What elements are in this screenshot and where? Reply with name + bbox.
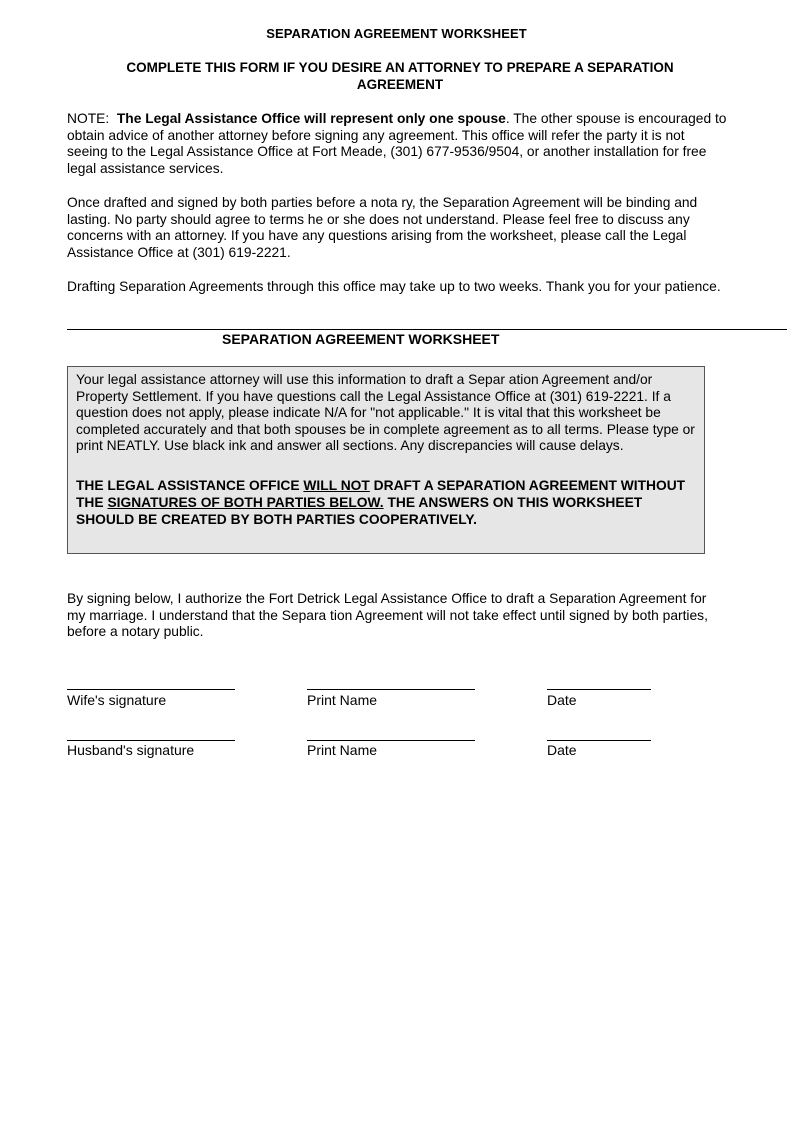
note-bold-text: The Legal Assistance Office will represent only one spouse	[116, 111, 506, 126]
husband-date-label: Date	[547, 742, 577, 758]
husband-date-line[interactable]	[547, 740, 651, 741]
wife-date-line[interactable]	[547, 689, 651, 690]
husband-signature-line[interactable]	[67, 740, 235, 741]
warning-part-3: THE ANSWERS ON THIS WORKSHEET SHOULD BE CREATED BY BOTH PARTIES COOPERATIVELY.	[76, 494, 643, 527]
drafting-paragraph: Drafting Separation Agreements through this office may take up to two weeks. Thank you for your patience.	[67, 279, 721, 294]
page-title: SEPARATION AGREEMENT WORKSHEET	[266, 26, 527, 41]
husband-print-name-label: Print Name	[307, 742, 378, 758]
warning-signatures: SIGNATURES OF BOTH PARTIES BELOW.	[107, 494, 384, 510]
warning-part-2: DRAFT A SEPARATION AGREEMENT WITHOUT THE	[76, 477, 686, 510]
wife-date-label: Date	[547, 692, 577, 708]
instructions-box	[67, 366, 705, 554]
instructions-text: Your legal assistance attorney will use this information to draft a Separ ation Agreement and/or Property Settlement. If you have questions call the Legal Assistance Office at (301) 619-2221. If a question does not apply, please indicate N/A for "not applicable." It is vital that this worksheet be completed accurately and that both spouses be in complete agreement as to all terms. Please type or print NEATLY. Use black ink and answer all sections. Any discrepancies will cause delays.	[76, 372, 695, 454]
husband-print-name-line[interactable]	[307, 740, 475, 741]
section-divider	[67, 329, 787, 330]
authorization-paragraph: By signing below, I authorize the Fort Detrick Legal Assistance Office to draft a Separation Agreement for my marriage. I understand that the Separa tion Agreement will not take effect until signed by both parties, before a notary public.	[67, 591, 708, 640]
warning-will-not: WILL NOT	[303, 477, 370, 493]
wife-print-name-line[interactable]	[307, 689, 475, 690]
binding-paragraph: Once drafted and signed by both parties before a nota ry, the Separation Agreement will be binding and lasting. No party should agree to terms he or she does not understand. Please feel free to discuss any concerns with an attorney. If you have any questions arising from the worksheet, please call the Legal Assistance Office at (301) 619-2221.	[67, 195, 698, 260]
husband-signature-label: Husband's signature	[67, 742, 195, 758]
wife-signature-line[interactable]	[67, 689, 235, 690]
note-paragraph	[67, 111, 727, 177]
warning-text	[76, 477, 696, 528]
warning-part-1: THE LEGAL ASSISTANCE OFFICE	[76, 477, 304, 493]
note-prefix: NOTE:	[67, 111, 110, 126]
wife-print-name-label: Print Name	[307, 692, 378, 708]
note-rest-text: . The other spouse is encouraged to obtain advice of another attorney before signing any agreement. This office will refer the party it is not seeing to the Legal Assistance Office at Fort Meade, (301) 677-9536/9504, or another installation for free legal assistance services.	[67, 111, 727, 176]
page-subtitle: COMPLETE THIS FORM IF YOU DESIRE AN ATTORNEY TO PREPARE A SEPARATION AGREEMENT	[126, 60, 674, 92]
section-title: SEPARATION AGREEMENT WORKSHEET	[222, 331, 500, 347]
wife-signature-label: Wife's signature	[67, 692, 167, 708]
